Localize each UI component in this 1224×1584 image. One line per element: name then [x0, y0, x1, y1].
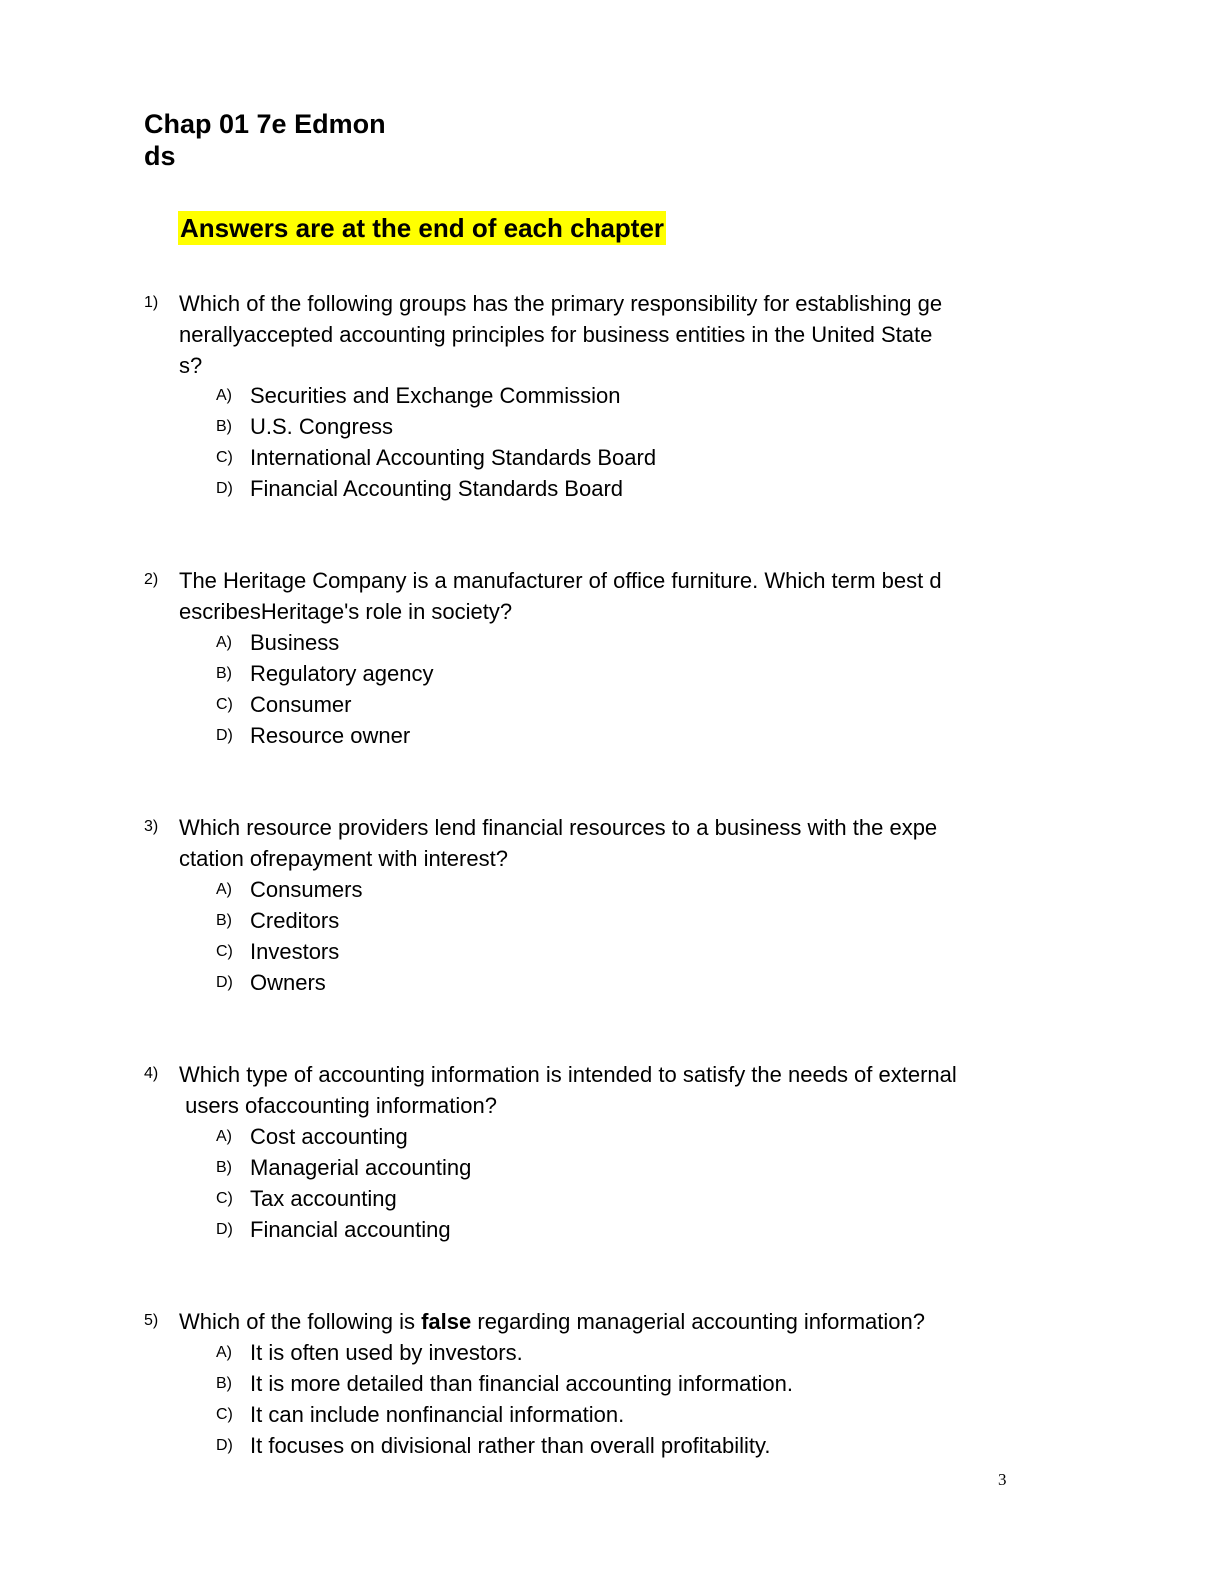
question-text [179, 812, 937, 874]
question-number: 4) [144, 1065, 159, 1082]
option-letter: D) [216, 727, 233, 744]
option-letter: C) [216, 449, 233, 466]
option-text: Tax accounting [250, 1186, 397, 1211]
option-letter: A) [216, 1128, 232, 1145]
option-letter: B) [216, 665, 232, 682]
option-letter: B) [216, 1159, 232, 1176]
option-letter: B) [216, 912, 232, 929]
option-text: It is more detailed than financial accounting information. [250, 1371, 793, 1396]
option-letter: C) [216, 696, 233, 713]
question-text-line: Which of the following groups has the primary responsibility for establishing ge [179, 291, 943, 316]
option-letter: A) [216, 1344, 232, 1361]
document-title-line-1: Chap 01 7e Edmon [144, 109, 386, 139]
option-letter: A) [216, 881, 232, 898]
option-text: Consumer [250, 692, 352, 717]
question-text-line: Which type of accounting information is intended to satisfy the needs of external [179, 1062, 957, 1087]
option-text: Managerial accounting [250, 1155, 472, 1180]
question-text-line: The Heritage Company is a manufacturer of office furniture. Which term best d [179, 568, 942, 593]
option-text: International Accounting Standards Board [250, 445, 657, 470]
option-letter: B) [216, 418, 232, 435]
question-text [179, 1059, 957, 1121]
option-text: Financial Accounting Standards Board [250, 476, 624, 501]
question-number: 1) [144, 294, 159, 311]
question-text-emphasis: false [421, 1309, 472, 1334]
document-title-line-2: ds [144, 141, 176, 171]
document-title [144, 108, 386, 172]
option-letter: C) [216, 1190, 233, 1207]
question-text [179, 1306, 925, 1337]
question-text-after: regarding managerial accounting information? [471, 1309, 925, 1334]
question-text-line: nerallyaccepted accounting principles for business entities in the United State [179, 322, 933, 347]
option-letter: D) [216, 480, 233, 497]
option-text: Regulatory agency [250, 661, 434, 686]
option-text: Consumers [250, 877, 363, 902]
option-letter: A) [216, 387, 232, 404]
question-text-line: ctation ofrepayment with interest? [179, 846, 508, 871]
option-letter: A) [216, 634, 232, 651]
option-text: Business [250, 630, 340, 655]
option-letter: B) [216, 1375, 232, 1392]
option-letter: C) [216, 943, 233, 960]
option-text: Resource owner [250, 723, 411, 748]
question-number: 3) [144, 818, 159, 835]
option-letter: D) [216, 974, 233, 991]
question-text [179, 288, 942, 381]
question-text-line [179, 1306, 925, 1337]
option-letter: C) [216, 1406, 233, 1423]
option-text: Securities and Exchange Commission [250, 383, 621, 408]
question-text [179, 565, 942, 627]
question-text-line: s? [179, 353, 203, 378]
question-text-line: Which resource providers lend financial resources to a business with the expe [179, 815, 938, 840]
option-text: Financial accounting [250, 1217, 451, 1242]
option-text: It is often used by investors. [250, 1340, 523, 1365]
option-text: It focuses on divisional rather than overall profitability. [250, 1433, 771, 1458]
option-letter: D) [216, 1221, 233, 1238]
question-text-before: Which of the following is [179, 1309, 422, 1334]
option-text: Cost accounting [250, 1124, 408, 1149]
option-text: Investors [250, 939, 340, 964]
page-number: 3 [998, 1470, 1007, 1489]
question-text-line: escribesHeritage's role in society? [179, 599, 513, 624]
answers-banner: Answers are at the end of each chapter [180, 213, 665, 243]
option-text: Creditors [250, 908, 340, 933]
question-number: 2) [144, 571, 159, 588]
question-number: 5) [144, 1312, 159, 1329]
option-letter: D) [216, 1437, 233, 1454]
option-text: U.S. Congress [250, 414, 394, 439]
option-text: Owners [250, 970, 326, 995]
option-text: It can include nonfinancial information. [250, 1402, 625, 1427]
question-text-line: users ofaccounting information? [179, 1093, 497, 1118]
